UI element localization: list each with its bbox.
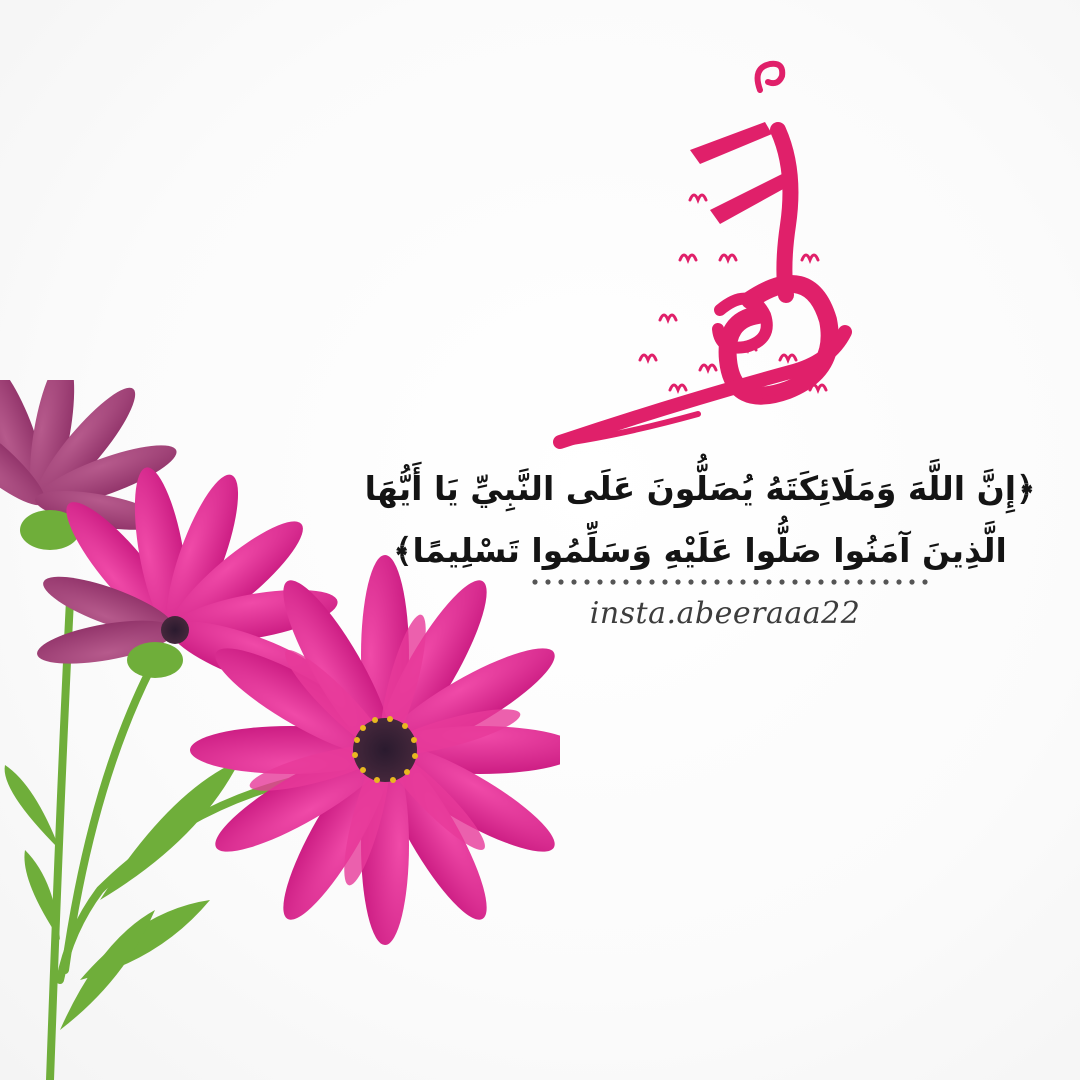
calligraphy-drawing — [540, 60, 860, 460]
verse-line-1: ﴿إِنَّ اللَّهَ وَمَلَائِكَتَهُ يُصَلُّونَ عَلَى النَّبِيِّ يَا أَيُّهَا — [364, 469, 1036, 508]
instagram-handle: insta.abeeraaa22 — [589, 596, 861, 631]
calligraphy-artwork — [540, 60, 860, 460]
dotted-divider — [530, 575, 940, 589]
leaves — [5, 760, 240, 1030]
pink-daisy-illustration — [0, 380, 560, 1080]
verse-line-2: الَّذِينَ آمَنُوا صَلُّوا عَلَيْهِ وَسَلِّمُوا تَسْلِيمًا﴾ — [393, 531, 1007, 570]
